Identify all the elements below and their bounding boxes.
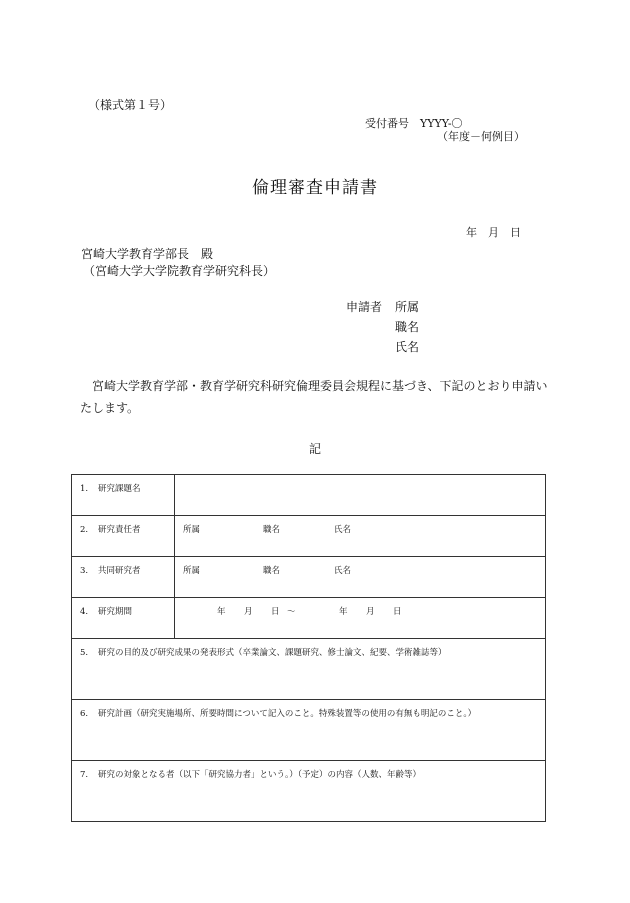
row-label <box>72 557 175 598</box>
table-row <box>72 475 546 516</box>
label-research-subjects: 研究の対象となる者（以下「研究協力者」という。）（予定）の内容（人数、年齢等） <box>98 770 422 780</box>
pi-name-label: 氏名 <box>334 525 352 535</box>
pi-position-label: 職名 <box>263 525 281 535</box>
row-label <box>72 516 175 557</box>
end-year: 年 <box>339 607 348 617</box>
label-co-investigator: 共同研究者 <box>98 566 141 576</box>
co-affiliation-label: 所属 <box>183 566 201 576</box>
purpose-field[interactable] <box>72 639 546 700</box>
row-number: 6. <box>80 709 89 719</box>
co-name-label: 氏名 <box>334 566 352 576</box>
applicant-label: 申請者 <box>346 300 383 314</box>
row-number: 4. <box>80 607 89 617</box>
principal-investigator-field[interactable] <box>175 516 546 557</box>
label-research-plan: 研究計画（研究実施場所、所要時間について記入のこと。特殊装置等の使用の有無も明記のこと。） <box>98 709 477 719</box>
table-row <box>72 557 546 598</box>
row-number: 1. <box>80 484 89 494</box>
table-row <box>72 700 546 761</box>
row-label <box>72 598 175 639</box>
co-position-label: 職名 <box>263 566 281 576</box>
applicant-position: 職名 <box>395 320 420 334</box>
label-research-title: 研究課題名 <box>98 484 141 494</box>
period-tilde: ～ <box>287 607 296 617</box>
research-plan-field[interactable] <box>72 700 546 761</box>
addressee: 宮崎大学教育学部長 殿 <box>81 247 214 261</box>
date-line: 年 月 日 <box>466 226 521 239</box>
application-form-table <box>71 474 546 822</box>
start-year: 年 <box>217 607 226 617</box>
applicant-name: 氏名 <box>395 340 420 354</box>
label-principal-investigator: 研究責任者 <box>98 525 141 535</box>
table-row <box>72 639 546 700</box>
ki-heading: 記 <box>308 442 321 456</box>
row-label <box>72 475 175 516</box>
end-month: 月 <box>366 607 375 617</box>
addressee-alt: （宮崎大学大学院教育学研究科長） <box>83 264 276 278</box>
row-number: 5. <box>80 648 89 658</box>
row-number: 2. <box>80 525 89 535</box>
applicant-affiliation: 所属 <box>395 300 420 314</box>
receipt-number: 受付番号 YYYY-〇 <box>365 117 463 130</box>
table-row <box>72 761 546 822</box>
page-title: 倫理審査申請書 <box>252 178 378 198</box>
row-number: 3. <box>80 566 89 576</box>
co-investigator-field[interactable] <box>175 557 546 598</box>
label-research-period: 研究期間 <box>98 607 133 617</box>
receipt-number-note: （年度－何例目） <box>437 130 525 143</box>
row-number: 7. <box>80 770 89 780</box>
research-title-field[interactable] <box>175 475 546 516</box>
start-day: 日 <box>271 607 280 617</box>
start-month: 月 <box>244 607 253 617</box>
request-statement: 宮崎大学教育学部・教育学研究科研究倫理委員会規程に基づき、下記のとおり申請いたします。 <box>80 379 548 415</box>
form-number: （様式第１号） <box>88 98 173 112</box>
end-day: 日 <box>393 607 402 617</box>
table-row <box>72 516 546 557</box>
pi-affiliation-label: 所属 <box>183 525 201 535</box>
research-subjects-field[interactable] <box>72 761 546 822</box>
table-row <box>72 598 546 639</box>
research-period-field[interactable] <box>175 598 546 639</box>
label-purpose: 研究の目的及び研究成果の発表形式（卒業論文、課題研究、修士論文、紀要、学術雑誌等） <box>98 648 447 658</box>
